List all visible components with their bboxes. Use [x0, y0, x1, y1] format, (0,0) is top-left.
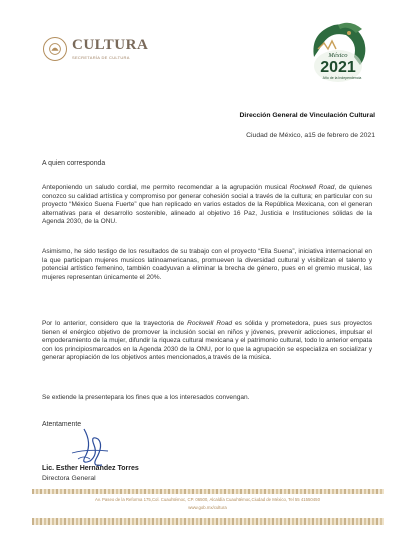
eagle-seal-icon	[43, 37, 67, 61]
decorative-border-bottom	[32, 518, 384, 525]
paragraph-3: Por lo anterior, considero que la trayectoria de Rockwell Road es sólida y prometedora, pues sus proyectos tienen el enérgico objetivo de promover la inclusión social en niños y jóvenes, prevenir adicciones, impulsar el empoderamiento de la mujer, difundir la riqueza cultural mexicana y el patrimonio cultural, todo lo anterior empata con los principiosmarcados en la Agenda 2030 de la ONU, por lo que la agrupación se especializa en socializar y generar apropiación de los objetivos antes mencionados,a través de la música.	[42, 320, 372, 362]
band-name: Rockwell Road	[187, 320, 233, 327]
paragraph-1: Anteponiendo un saludo cordial, me permito recomendar a la agrupación musical Rockwell Road, de quienes conozco su calidad artística y compromiso por generar cohesión social a través de la cultura; en particular con su proyecto “México Suena Fuerte” que han replicado en varios estados de la República Mexicana, con el generan alternativas para el desarrollo sostenible, alineado al objetivo 16 Paz, Justicia e Instituciones sólidas de la Agenda 2030, de la ONU.	[42, 184, 372, 226]
logo-text-block	[72, 38, 148, 60]
logo-title: CULTURA	[72, 37, 149, 53]
signer-title: Directora General	[42, 475, 96, 482]
band-name: Rockwell Road	[289, 184, 335, 191]
cultura-logo	[43, 37, 148, 61]
logo-subtitle: SECRETARÍA DE CULTURA	[72, 55, 130, 60]
decorative-border-top	[32, 489, 384, 494]
emblem-year: 2021	[320, 59, 356, 76]
letter-date: Ciudad de México, a15 de febrero de 2021	[246, 132, 375, 139]
paragraph-4: Se extiende la presentepara los fines que a los interesados convengan.	[42, 394, 250, 401]
footer-website: www.gob.mx/cultura	[188, 505, 227, 510]
emblem-country: México	[328, 52, 348, 59]
department-heading: Dirección General de Vinculación Cultural	[239, 112, 375, 119]
emblem-caption: Año de la Independencia	[322, 76, 362, 80]
signer-name: Lic. Esther Hernández Torres	[42, 465, 139, 472]
paragraph-2: Asimismo, he sido testigo de los resultados de su trabajo con el proyecto “Ella Suena”, iniciativa internacional en la que participan mujeres musicos latinoamericanas, promueven la diversidad cultural y visibilizan el talento y potencial artístico femenino, también coadyuvan a eliminar la brecha de género, pues en el gremio musical, las mujeres representan únicamente el 20%.	[42, 248, 372, 281]
mexico-2021-emblem-icon	[304, 19, 372, 89]
salutation: A quien corresponda	[42, 160, 106, 167]
footer-address: Av. Paseo de la Reforma 175,Col. Cuauhtémoc, CP. 06500, Alcaldía Cuauhtémoc,Ciudad de México, Tel 55 41550450	[95, 497, 320, 502]
closing: Atentamente	[42, 421, 82, 428]
